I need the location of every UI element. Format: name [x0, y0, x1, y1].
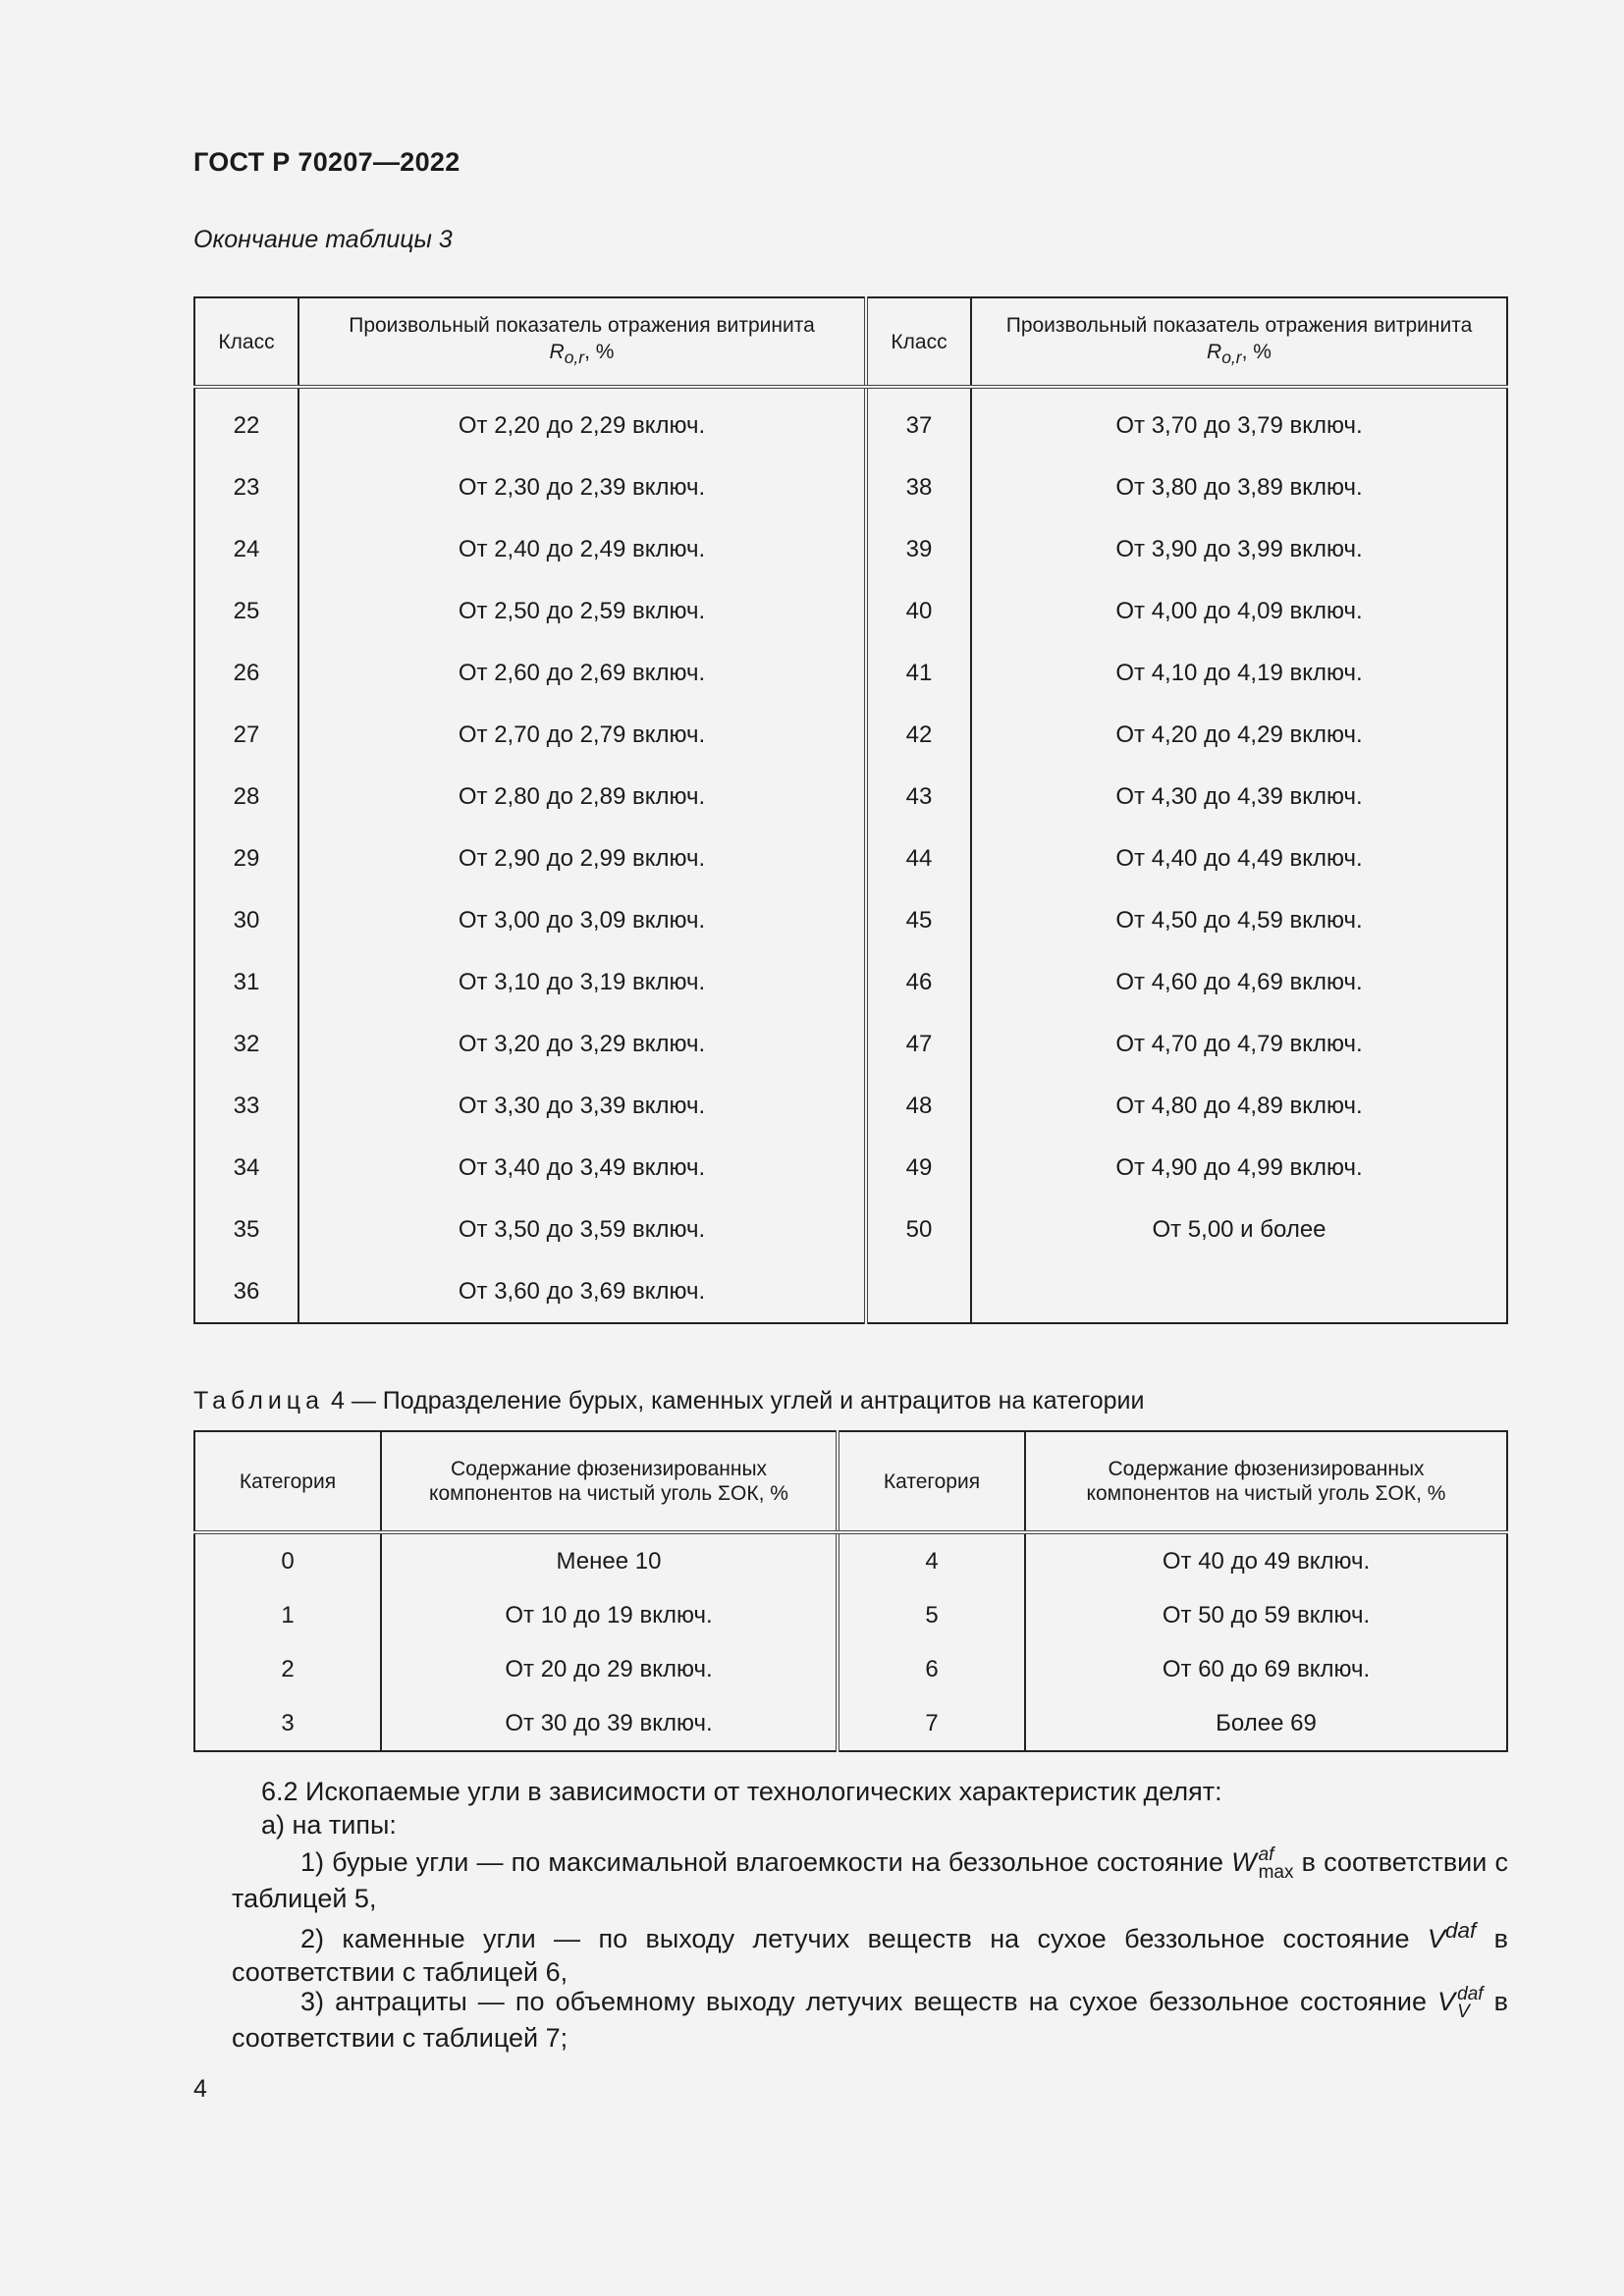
category-cell: 0	[281, 1547, 295, 1575]
class-cell: 31	[233, 968, 260, 995]
content-cell: Более 69	[1025, 1696, 1507, 1751]
range-cell: От 4,50 до 4,59 включ.	[971, 889, 1507, 951]
range-cell: От 3,40 до 3,49 включ.	[298, 1137, 866, 1199]
range-cell: От 3,70 до 3,79 включ.	[971, 387, 1507, 456]
range-cell: От 4,60 до 4,69 включ.	[971, 951, 1507, 1013]
class-cell: 22	[233, 411, 260, 439]
class-cell: 41	[866, 642, 971, 704]
table4-col-content-right	[1025, 1431, 1507, 1532]
class-cell: 48	[866, 1075, 971, 1137]
table4-header-row	[194, 1431, 1507, 1532]
class-cell: 43	[866, 766, 971, 828]
category-cell: 5	[838, 1588, 1025, 1642]
table-row	[194, 704, 1507, 766]
table4-col-category-right: Категория	[838, 1431, 1025, 1532]
range-cell: От 4,30 до 4,39 включ.	[971, 766, 1507, 828]
range-cell: От 3,00 до 3,09 включ.	[298, 889, 866, 951]
table-row	[194, 456, 1507, 518]
table4-caption-title: 4 — Подразделение бурых, каменных углей и антрацитов на категории	[330, 1387, 1145, 1415]
table-row	[194, 580, 1507, 642]
category-cell: 3	[281, 1709, 295, 1736]
paragraph-a: а) на типы:	[261, 1810, 397, 1840]
w-sup: af	[1258, 1843, 1274, 1865]
r-suffix: , %	[1241, 340, 1272, 363]
category-cell: 6	[838, 1642, 1025, 1696]
content-cell: От 10 до 19 включ.	[381, 1588, 838, 1642]
p1-tail: в соответствии с таблицей 5,	[232, 1847, 1508, 1913]
vv-sup: daf	[1457, 1983, 1484, 2004]
v-symbol: V	[1427, 1924, 1445, 1953]
class-cell: 25	[233, 597, 260, 624]
class-cell: 50	[866, 1199, 971, 1260]
table-row	[194, 518, 1507, 580]
paragraph-2	[232, 1914, 1508, 1989]
class-cell	[866, 1260, 971, 1323]
p3-text: 3) антрациты — по объемному выходу летучих веществ на сухое беззольное состояние	[300, 1987, 1428, 2016]
table4-caption-word: Таблица	[193, 1387, 325, 1415]
class-cell: 42	[866, 704, 971, 766]
range-cell: От 4,00 до 4,09 включ.	[971, 580, 1507, 642]
table-row	[194, 1532, 1507, 1588]
range-cell: От 3,10 до 3,19 включ.	[298, 951, 866, 1013]
class-cell: 37	[866, 387, 971, 456]
content-header-line1: Содержание фюзенизированных	[450, 1458, 768, 1480]
range-cell: От 2,40 до 2,49 включ.	[298, 518, 866, 580]
content-cell: От 40 до 49 включ.	[1025, 1532, 1507, 1588]
table-row	[194, 642, 1507, 704]
range-cell: От 4,10 до 4,19 включ.	[971, 642, 1507, 704]
document-header: ГОСТ Р 70207—2022	[193, 147, 460, 177]
r-symbol: R	[1207, 340, 1222, 363]
table-row	[194, 1642, 1507, 1696]
w-sub: max	[1258, 1861, 1294, 1883]
table4-body	[194, 1532, 1507, 1751]
table-row	[194, 1696, 1507, 1751]
class-cell: 24	[233, 535, 260, 562]
class-cell: 45	[866, 889, 971, 951]
content-cell: От 20 до 29 включ.	[381, 1642, 838, 1696]
r-symbol: R	[549, 340, 565, 363]
category-cell: 4	[838, 1532, 1025, 1588]
class-cell: 34	[233, 1153, 260, 1181]
table4-caption	[193, 1387, 1144, 1415]
range-cell: От 4,70 до 4,79 включ.	[971, 1013, 1507, 1075]
content-cell: От 50 до 59 включ.	[1025, 1588, 1507, 1642]
r-subscript: o,r	[564, 347, 585, 368]
table-row	[194, 387, 1507, 456]
class-cell: 36	[233, 1277, 260, 1305]
class-cell: 32	[233, 1030, 260, 1057]
range-cell: От 2,60 до 2,69 включ.	[298, 642, 866, 704]
class-cell: 27	[233, 721, 260, 748]
table3-col-class-right: Класс	[866, 297, 971, 387]
table3-caption: Окончание таблицы 3	[193, 226, 453, 253]
class-cell: 46	[866, 951, 971, 1013]
range-cell: От 4,40 до 4,49 включ.	[971, 828, 1507, 889]
content-header-line1: Содержание фюзенизированных	[1108, 1458, 1425, 1480]
class-cell: 30	[233, 906, 260, 934]
range-cell: От 3,60 до 3,69 включ.	[298, 1260, 866, 1323]
table3-col-range-right	[971, 297, 1507, 387]
table3-header-row	[194, 297, 1507, 387]
table3-body	[194, 387, 1507, 1323]
table4-col-category-left: Категория	[194, 1431, 381, 1532]
page-number: 4	[193, 2075, 207, 2103]
class-cell: 26	[233, 659, 260, 686]
range-cell: От 2,80 до 2,89 включ.	[298, 766, 866, 828]
class-cell: 49	[866, 1137, 971, 1199]
range-cell: От 2,90 до 2,99 включ.	[298, 828, 866, 889]
table-row	[194, 889, 1507, 951]
vv-sub: V	[1457, 2001, 1470, 2022]
p2-tail: в соответствии с таблицей 6,	[232, 1924, 1508, 1987]
table4	[193, 1430, 1508, 1752]
table-row	[194, 951, 1507, 1013]
p3-tail: в соответствии с таблицей 7;	[232, 1987, 1508, 2053]
content-cell: От 60 до 69 включ.	[1025, 1642, 1507, 1696]
v-sup: daf	[1444, 1918, 1477, 1943]
range-cell: От 3,20 до 3,29 включ.	[298, 1013, 866, 1075]
range-header-text: Произвольный показатель отражения витринита	[1005, 313, 1473, 337]
table3-col-range-left	[298, 297, 866, 387]
class-cell: 40	[866, 580, 971, 642]
range-cell: От 4,20 до 4,29 включ.	[971, 704, 1507, 766]
table-row	[194, 766, 1507, 828]
class-cell: 33	[233, 1092, 260, 1119]
range-cell: От 4,80 до 4,89 включ.	[971, 1075, 1507, 1137]
p1-text: 1) бурые угли — по максимальной влагоемкости на беззольное состояние	[300, 1847, 1223, 1877]
r-subscript: o,r	[1221, 347, 1242, 368]
class-cell: 47	[866, 1013, 971, 1075]
class-cell: 35	[233, 1215, 260, 1243]
range-cell: От 4,90 до 4,99 включ.	[971, 1137, 1507, 1199]
range-cell: От 3,30 до 3,39 включ.	[298, 1075, 866, 1137]
r-suffix: , %	[584, 340, 615, 363]
range-cell: От 2,50 до 2,59 включ.	[298, 580, 866, 642]
v-symbol: V	[1437, 1987, 1456, 2016]
paragraph-1	[232, 1845, 1508, 1915]
range-cell	[971, 1260, 1507, 1323]
range-cell: От 3,90 до 3,99 включ.	[971, 518, 1507, 580]
vv-indices	[1457, 1983, 1484, 2022]
table-row	[194, 1075, 1507, 1137]
content-cell: Менее 10	[381, 1532, 838, 1588]
range-cell: От 2,30 до 2,39 включ.	[298, 456, 866, 518]
w-symbol: W	[1231, 1847, 1257, 1877]
category-cell: 1	[281, 1601, 295, 1629]
paragraph-3	[232, 1985, 1508, 2055]
content-header-line2: компонентов на чистый уголь ΣОК, %	[1086, 1482, 1446, 1505]
class-cell: 28	[233, 782, 260, 810]
table-row	[194, 1137, 1507, 1199]
range-cell: От 2,70 до 2,79 включ.	[298, 704, 866, 766]
category-cell: 2	[281, 1655, 295, 1682]
range-cell: От 3,80 до 3,89 включ.	[971, 456, 1507, 518]
table3-col-class-left: Класс	[194, 297, 298, 387]
category-cell: 7	[838, 1696, 1025, 1751]
class-cell: 44	[866, 828, 971, 889]
table4-col-content-left	[381, 1431, 838, 1532]
class-cell: 29	[233, 844, 260, 872]
paragraph-6-2: 6.2 Ископаемые угли в зависимости от технологических характеристик делят:	[261, 1777, 1222, 1806]
table3	[193, 296, 1508, 1324]
range-header-text: Произвольный показатель отражения витринита	[349, 313, 815, 337]
content-header-line2: компонентов на чистый уголь ΣОК, %	[429, 1482, 788, 1505]
class-cell: 23	[233, 473, 260, 501]
table-row	[194, 1260, 1507, 1323]
content-cell: От 30 до 39 включ.	[381, 1696, 838, 1751]
table-row	[194, 1013, 1507, 1075]
class-cell: 38	[866, 456, 971, 518]
table-row	[194, 1588, 1507, 1642]
table-row	[194, 1199, 1507, 1260]
table-row	[194, 828, 1507, 889]
range-cell: От 2,20 до 2,29 включ.	[298, 387, 866, 456]
class-cell: 39	[866, 518, 971, 580]
range-cell: От 5,00 и более	[971, 1199, 1507, 1260]
w-indices	[1258, 1843, 1294, 1883]
p2-text: 2) каменные угли — по выходу летучих веществ на сухое беззольное состояние	[300, 1924, 1410, 1953]
range-cell: От 3,50 до 3,59 включ.	[298, 1199, 866, 1260]
